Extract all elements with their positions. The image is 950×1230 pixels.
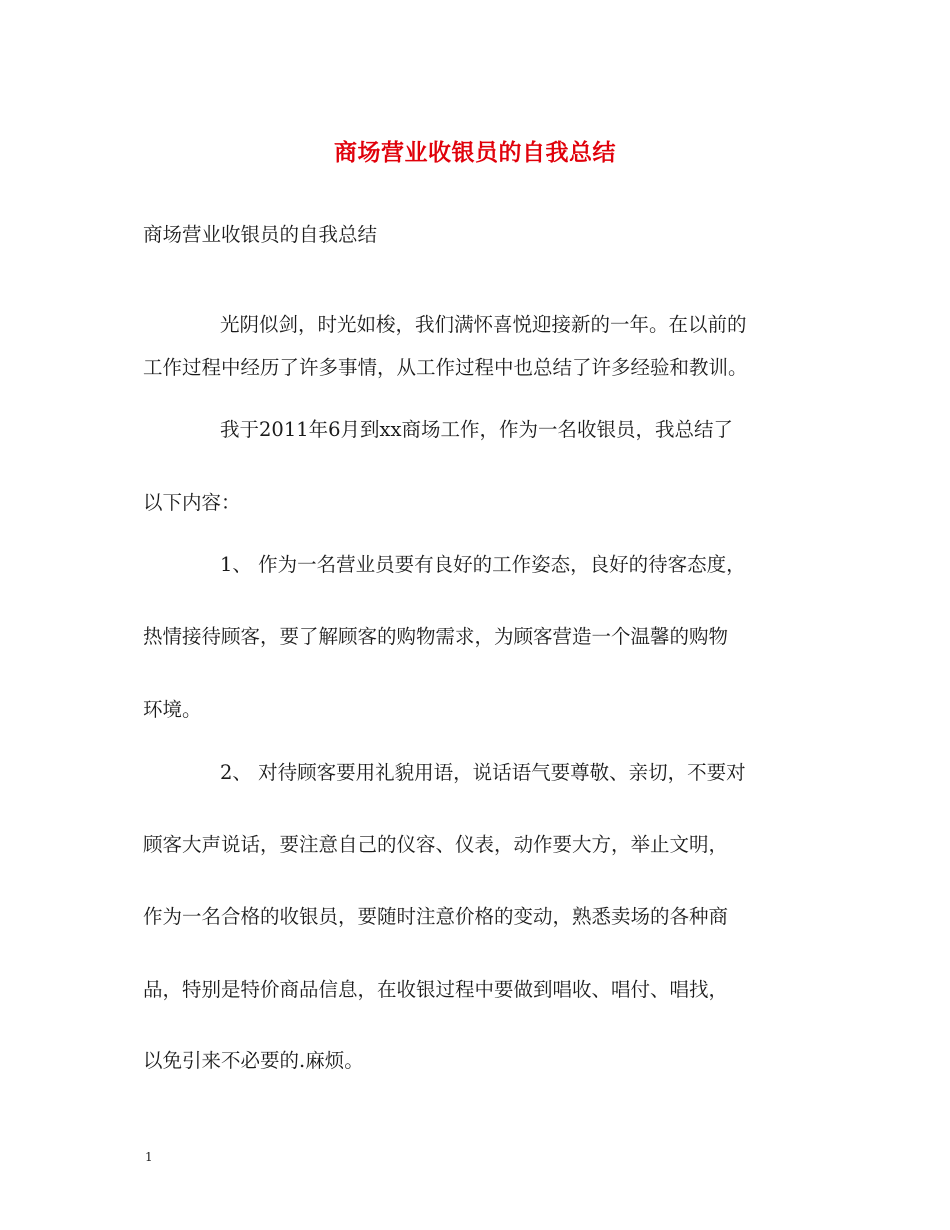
paragraph-line: 热情接待顾客，要了解顾客的购物需求，为顾客营造一个温馨的购物	[143, 625, 729, 648]
paragraph-line: 作为一名合格的收银员，要随时注意价格的变动，熟悉卖场的各种商	[143, 905, 729, 928]
paragraph-line: 光阴似剑，时光如梭，我们满怀喜悦迎接新的一年。在以前的	[220, 313, 747, 336]
list-item-2-line: 2、 对待顾客要用礼貌用语，说话语气要尊敬、亲切，不要对	[220, 761, 746, 784]
paragraph-line: 工作过程中经历了许多事情，从工作过程中也总结了许多经验和教训。	[143, 356, 748, 379]
document-subtitle: 商场营业收银员的自我总结	[143, 223, 378, 246]
paragraph-line: 以下内容：	[143, 491, 241, 514]
paragraph-line: 品，特别是特价商品信息，在收银过程中要做到唱收、唱付、唱找，	[143, 978, 729, 1001]
paragraph-line: 顾客大声说话，要注意自己的仪容、仪表，动作要大方，举止文明，	[143, 833, 729, 856]
page-number: 1	[145, 1150, 153, 1164]
list-item-1-line: 1、 作为一名营业员要有良好的工作姿态，良好的待客态度，	[220, 553, 746, 576]
paragraph-line: 以免引来不必要的.麻烦。	[143, 1049, 364, 1072]
paragraph-line: 我于2011年6月到xx商场工作，作为一名收银员，我总结了	[220, 418, 734, 441]
document-title: 商场营业收银员的自我总结	[334, 139, 616, 166]
paragraph-line: 环境。	[143, 698, 202, 721]
